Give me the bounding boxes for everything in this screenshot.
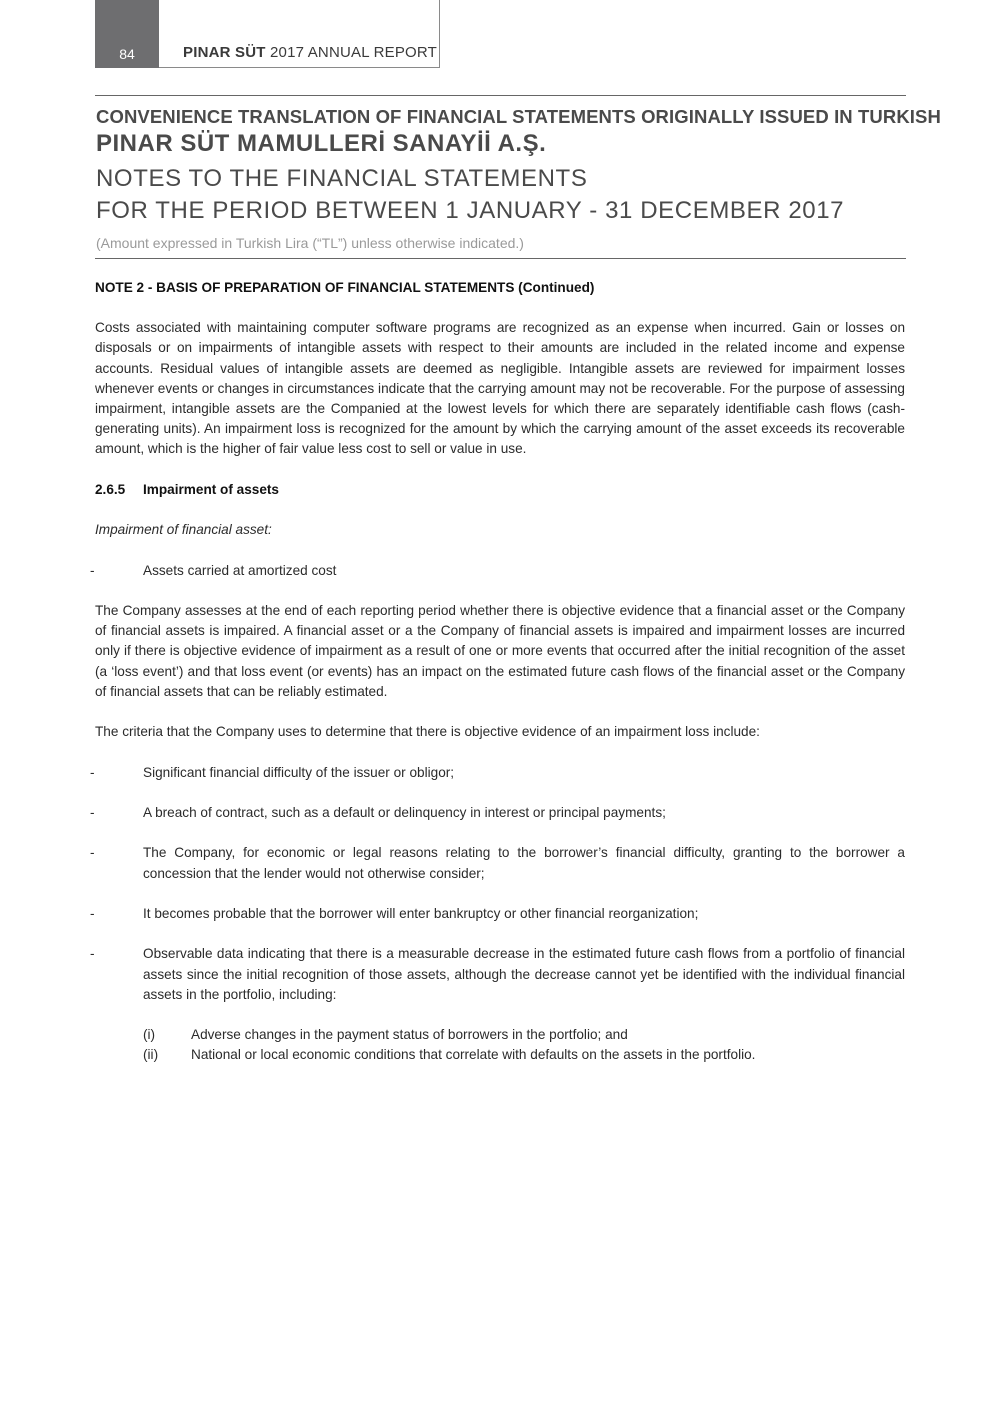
running-title [183, 44, 437, 61]
list-item-text: A breach of contract, such as a default or delinquency in interest or principal payments; [143, 804, 666, 820]
roman-item [143, 1045, 905, 1065]
dash-marker: - [90, 764, 95, 780]
list-item [90, 944, 905, 1005]
notes-heading: NOTES TO THE FINANCIAL STATEMENTS [96, 165, 588, 192]
italic-subheading: Impairment of financial asset: [95, 522, 272, 538]
list-item-text: Observable data indicating that there is a measurable decrease in the estimated future cash flows from a portfolio of financial assets since the initial recognition of those assets, although the decrease cannot yet be identified with the individual financial assets in the portfolio, including: [143, 946, 905, 1002]
list-item [90, 904, 905, 924]
section-title: Impairment of assets [143, 481, 279, 497]
page-number: 84 [95, 0, 159, 68]
note-heading: NOTE 2 - BASIS OF PREPARATION OF FINANCIAL STATEMENTS (Continued) [95, 280, 595, 295]
section-number: 2.6.5 [95, 481, 126, 497]
page-content [90, 278, 905, 1066]
amount-note: (Amount expressed in Turkish Lira (“TL”) unless otherwise indicated.) [96, 235, 524, 251]
paragraph-intangible-costs: Costs associated with maintaining computer software programs are recognized as an expense when incurred. Gain or losses on disposals or on impairments of intangible assets with respect to their amounts are included in the related income and expense accounts. Residual values of intangible assets are deemed as negligible. Intangible assets are reviewed for impairment losses whenever events or changes in circumstances indicate that the carrying amount may not be recoverable. For the purpose of assessing impairment, intangible assets are the Companied at the lowest levels for which there are separately identifiable cash flows (cash-generating units). An impairment loss is recognized for the amount by which the carrying amount of the asset exceeds its recoverable amount, which is the higher of fair value less cost to sell or value in use. [95, 320, 905, 457]
convenience-heading: CONVENIENCE TRANSLATION OF FINANCIAL STATEMENTS ORIGINALLY ISSUED IN TURKISH [96, 106, 941, 127]
roman-numeral: (ii) [143, 1047, 159, 1063]
title-divider [95, 258, 906, 259]
section-heading [95, 480, 905, 500]
list-item [90, 561, 905, 581]
roman-item [143, 1025, 905, 1045]
dash-marker: - [90, 845, 95, 861]
roman-item-text: Adverse changes in the payment status of borrowers in the portfolio; and [191, 1027, 628, 1043]
dash-marker: - [90, 804, 95, 820]
list-item-text: The Company, for economic or legal reasons relating to the borrower’s financial difficulty, granting to the borrower a concession that the lender would not otherwise consider; [143, 845, 905, 881]
paragraph-criteria-intro: The criteria that the Company uses to determine that there is objective evidence of an impairment loss include: [95, 724, 760, 740]
period-heading: FOR THE PERIOD BETWEEN 1 JANUARY - 31 DECEMBER 2017 [96, 197, 845, 224]
roman-list [143, 1025, 905, 1065]
running-title-report: 2017 ANNUAL REPORT [270, 44, 438, 61]
roman-item-text: National or local economic conditions that correlate with defaults on the assets in the portfolio. [191, 1047, 756, 1063]
list-item-text: It becomes probable that the borrower will enter bankruptcy or other financial reorganization; [143, 905, 699, 921]
dash-marker: - [90, 905, 95, 921]
dash-marker: - [90, 562, 95, 578]
company-name: PINAR SÜT MAMULLERİ SANAYİİ A.Ş. [96, 130, 547, 157]
list-item-text: Significant financial difficulty of the issuer or obligor; [143, 764, 455, 780]
list-item [90, 803, 905, 823]
roman-numeral: (i) [143, 1027, 156, 1043]
paragraph-assessment: The Company assesses at the end of each reporting period whether there is objective evidence that a financial asset or the Company of financial assets is impaired. A financial asset or a the Company of financial assets is impaired and impairment losses are incurred only if there is objective evidence of impairment as a result of one or more events that occurred after the initial recognition of the asset (a ‘loss event’) and that loss event (or events) has an impact on the estimated future cash flows of the financial asset or the Company of financial assets that can be reliably estimated. [95, 602, 905, 699]
dash-marker: - [90, 946, 95, 962]
list-item [90, 843, 905, 883]
running-title-brand: PINAR SÜT [183, 44, 266, 61]
top-divider [95, 95, 906, 96]
list-item-text: Assets carried at amortized cost [143, 562, 337, 578]
list-item [90, 763, 905, 783]
